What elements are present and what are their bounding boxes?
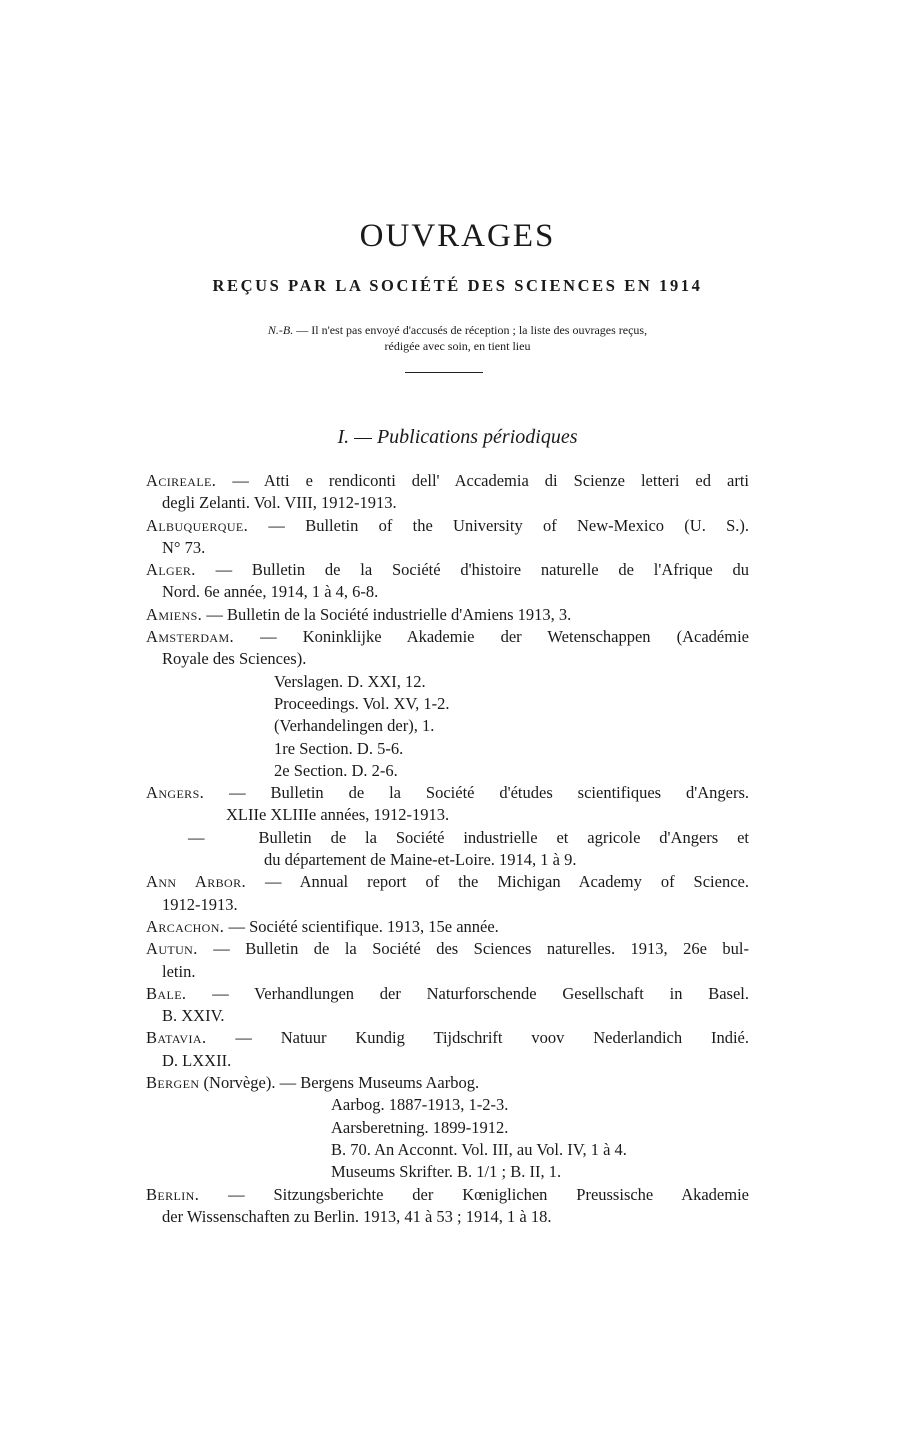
entry-city: Bale. [146,983,187,1003]
entry-city: Acireale. [146,471,217,490]
entry-city: Berlin. [146,1184,200,1204]
entry-continuation: letin. [162,961,196,981]
entry-continuation: der Wissenschaften zu Berlin. 1913, 41 à 53 ; 1914, 1 à 18. [162,1206,552,1226]
entry-text: — Atti e rendiconti dell' Accademia di Scienze letteri ed arti [216,471,749,490]
entry-continuation: XLIIe XLIIIe années, 1912-1913. [226,805,450,825]
entry-text: — Bulletin de la Société industrielle d'Amiens 1913, 3. [202,604,572,624]
entry-text: Bulletin de la Société industrielle et agricole d'Angers et [258,827,749,847]
entry-amiens [146,604,749,626]
entry-text: — Koninklijke Akademie der Wetenschappen (Académie [234,627,749,647]
entry-batavia [146,1027,749,1049]
entry-text: — Bulletin de la Société des Sciences naturelles. 1913, 26e bul- [197,939,749,959]
note-line-1 [150,322,765,338]
entry-bergen [146,1072,749,1094]
entry-list [146,470,749,1228]
entry-continuation: D. LXXII. [162,1050,232,1070]
entry-text: — Bulletin de la Société d'études scientifiques d'Angers. [204,783,749,803]
entry-text: — Société scientifique. 1913, 15e année. [224,916,499,936]
entry-angers-2 [146,827,749,849]
sub-entry: Verslagen. D. XXI, 12. [274,671,426,691]
entry-continuation: N° 73. [162,537,206,557]
entry-acireale [146,470,749,492]
entry-text: — Annual report of the Michigan Academy of Science. [246,872,749,892]
entry-text: — Sitzungsberichte der Kœniglichen Preussische Akademie [199,1184,749,1204]
sub-entry: Aarsberetning. 1899-1912. [331,1117,509,1137]
ditto-dash: — [188,827,205,847]
entry-text: (Norvège). — Bergens Museums Aarbog. [199,1073,480,1093]
entry-autun [146,938,749,960]
entry-city: Amsterdam. [146,627,235,647]
page-subtitle: REÇUS PAR LA SOCIÉTÉ DES SCIENCES EN 1914 [212,276,703,295]
entry-continuation: Royale des Sciences). [162,649,307,669]
entry-albuquerque [146,515,749,537]
sub-entry: (Verhandelingen der), 1. [274,716,435,736]
entry-city: Ann Arbor. [146,872,247,892]
entry-berlin [146,1184,749,1206]
sub-entry: Proceedings. Vol. XV, 1-2. [274,693,450,713]
entry-arcachon [146,916,749,938]
entry-city: Angers. [146,783,205,803]
entry-angers [146,782,749,804]
entry-city: Bergen [146,1073,200,1093]
divider-rule [405,372,483,373]
section-heading: I. — Publications périodiques [337,426,578,448]
entry-text: — Natuur Kundig Tijdschrift voov Nederlandich Indié. [206,1028,749,1048]
page-title: OUVRAGES [359,218,556,254]
entry-continuation: B. XXIV. [162,1006,225,1026]
editorial-note [150,322,765,354]
entry-city: Alger. [146,560,196,580]
entry-text: — Verhandlungen der Naturforschende Gesellschaft in Basel. [186,983,749,1003]
entry-bale [146,983,749,1005]
note-prefix: N.-B. [267,323,294,337]
sub-entry: B. 70. An Acconnt. Vol. III, au Vol. IV, 1 à 4. [331,1139,627,1159]
entry-text: — Bulletin of the University of New-Mexico (U. S.). [248,515,749,535]
note-line-2: rédigée avec soin, en tient lieu [384,339,531,353]
entry-amsterdam [146,626,749,648]
sub-entry: 1re Section. D. 5-6. [274,738,404,758]
entry-continuation: degli Zelanti. Vol. VIII, 1912-1913. [162,493,397,513]
note-text-1: — Il n'est pas envoyé d'accusés de réception ; la liste des ouvrages reçus, [293,323,648,337]
sub-entry: 2e Section. D. 2-6. [274,760,398,780]
entry-continuation: du département de Maine-et-Loire. 1914, 1 à 9. [264,850,577,870]
entry-city: Albuquerque. [146,515,249,535]
entry-alger [146,559,749,581]
sub-entry: Aarbog. 1887-1913, 1-2-3. [331,1095,509,1115]
entry-continuation: Nord. 6e année, 1914, 1 à 4, 6-8. [162,582,379,602]
entry-ann-arbor [146,871,749,893]
entry-city: Batavia. [146,1028,207,1048]
entry-city: Amiens. [146,604,203,624]
entry-city: Arcachon. [146,916,225,936]
entry-continuation: 1912-1913. [162,894,238,914]
sub-entry: Museums Skrifter. B. 1/1 ; B. II, 1. [331,1162,562,1182]
entry-text: — Bulletin de la Société d'histoire naturelle de l'Afrique du [195,560,749,580]
entry-city: Autun. [146,939,198,959]
